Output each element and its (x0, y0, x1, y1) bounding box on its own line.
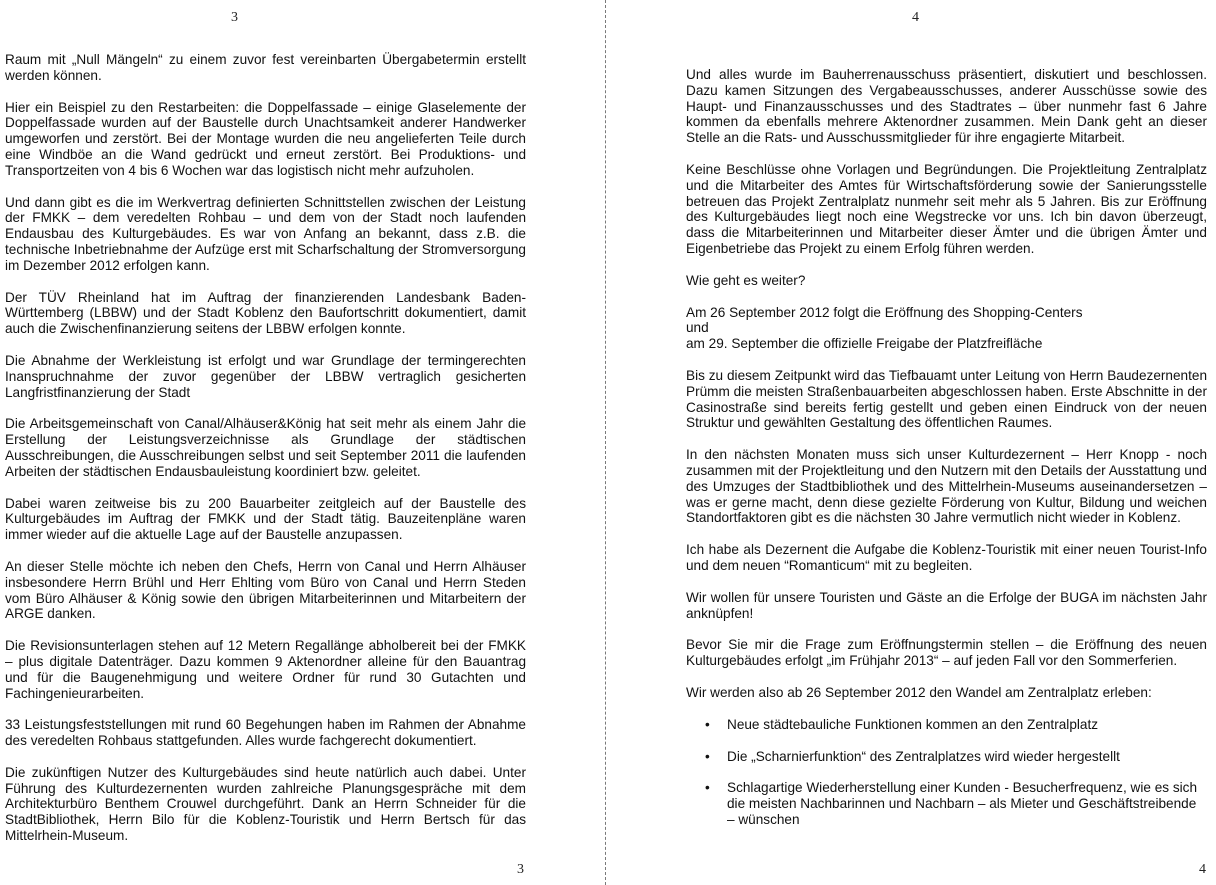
bullet-list (686, 717, 1207, 828)
paragraph: Die Revisionsunterlagen stehen auf 12 Metern Regallänge abholbereit bei der FMKK – plus digitale Datenträger. Dazu kommen 9 Aktenordner alleine für den Bauantrag und für die Baugenehmigung und weitere Ordner für rund 30 Gutachten und Fachingenieurarbeiten. (5, 638, 526, 701)
paragraph: Raum mit „Null Mängeln“ zu einem zuvor fest vereinbarten Übergabetermin erstellt werden können. (5, 52, 526, 83)
paragraph: Die Abnahme der Werkleistung ist erfolgt und war Grundlage der termingerechten Inanspruchnahme der zuvor gegenüber der LBBW vertraglich gesicherten Langfristfinanzierung der Stadt (5, 352, 526, 400)
paragraph: Und dann gibt es die im Werkvertrag definierten Schnittstellen zwischen der Leistung der FMKK – dem veredelten Rohbau – und dem von der Stadt noch laufenden Endausbau des Kulturgebäudes. Es war von Anfang an bekannt, dass z.B. die technische Inbetriebnahme der Aufzüge erst mit Scharfschaltung der Stromversorgung im Dezember 2012 erfolgen kann. (5, 194, 526, 273)
paragraph: Keine Beschlüsse ohne Vorlagen und Begründungen. Die Projektleitung Zentralplatz und die Mitarbeiter des Amtes für Wirtschaftsförderung sowie der Sanierungsstelle betreuen das Projekt Zentralplatz nunmehr seit mehr als 5 Jahren. Bis zur Eröffnung des Kulturgebäudes liegt noch eine Wegstrecke vor uns. Ich bin davon überzeugt, dass die Mitarbeiterinnen und Mitarbeiter dieser Ämter und die übrigen Ämter und Eigenbetriebe das Projekt zu einem Erfolg führen werden. (686, 161, 1207, 256)
page-left (0, 0, 605, 885)
paragraph: In den nächsten Monaten muss sich unser Kulturdezernent – Herr Knopp - noch zusammen mit der Projektleitung und den Nutzern mit den Details der Ausstattung und des Umzuges der Stadtbibliothek und des Mittelrhein-Museums auseinandersetzen – was er gerne macht, denn diese gezielte Förderung von Kultur, Bildung und weichen Standortfaktoren gibt es die nächsten 30 Jahre vermutlich nicht wieder in Koblenz. (686, 447, 1207, 526)
page-number-bottom: 4 (1199, 862, 1206, 877)
paragraph: Die Arbeitsgemeinschaft von Canal/Alhäuser&König hat seit mehr als einem Jahr die Erstellung der Leistungsverzeichnisse als Grundlage der städtischen Ausschreibungen, die Ausschreibungen selbst und seit September 2011 die laufenden Arbeiten der städtischen Endausbauleistung koordiniert bzw. geleitet. (5, 416, 526, 479)
page-body (5, 52, 526, 860)
list-item-text: Die „Scharnierfunktion“ des Zentralplatzes wird wieder hergestellt (727, 748, 1120, 764)
paragraph: Ich habe als Dezernent die Aufgabe die Koblenz-Touristik mit einer neuen Tourist-Info und dem neuen “Romanticum“ mit zu begleiten. (686, 542, 1207, 573)
page-right (607, 0, 1216, 885)
paragraph: und (686, 320, 709, 336)
paragraph: Wir wollen für unsere Touristen und Gäste an die Erfolge der BUGA im nächsten Jahr anknüpfen! (686, 589, 1207, 621)
paragraph: An dieser Stelle möchte ich neben den Chefs, Herrn von Canal und Herrn Alhäuser insbesondere Herrn Brühl und Herr Ehlting vom Büro von Canal und Herrn Steden vom Büro Alhäuser & König sowie den übrigen Mitarbeiterinnen und Mitarbeitern der ARGE danken. (5, 558, 526, 622)
list-item (686, 749, 1207, 765)
bullet-icon: • (705, 780, 710, 796)
paragraph: Die zukünftigen Nutzer des Kulturgebäudes sind heute natürlich auch dabei. Unter Führung des Kulturdezernenten wurden zahlreiche Planungsgespräche mit dem Architekturbüro Benthem Crouwel durchgeführt. Dank an Herrn Schneider für die StadtBibliothek, Herrn Bilo für die Koblenz-Touristik und Herrn Bertsch für das Mittelrhein-Museum. (5, 764, 526, 844)
paragraph: 33 Leistungsfeststellungen mit rund 60 Begehungen haben im Rahmen der Abnahme des veredelten Rohbaus stattgefunden. Alles wurde fachgerecht dokumentiert. (5, 717, 526, 749)
paragraph: Dabei waren zeitweise bis zu 200 Bauarbeiter zeitgleich auf der Baustelle des Kulturgebäudes im Auftrag der FMKK und der Stadt tätig. Bauzeitenpläne waren immer wieder auf die aktuelle Lage auf der Baustelle anzupassen. (5, 495, 526, 543)
paragraph: Wir werden also ab 26 September 2012 den Wandel am Zentralplatz erleben: (686, 684, 1152, 700)
page-number-top: 3 (231, 10, 238, 25)
list-item-text: Schlagartige Wiederherstellung einer Kunden - Besucherfrequenz, wie es sich die meisten Nachbarinnen und Nachbarn – als Mieter und Geschäftstreibende – wünschen (727, 780, 1197, 827)
bullet-icon: • (705, 716, 710, 732)
page-number-top: 4 (912, 10, 919, 25)
page-number-bottom: 3 (517, 862, 524, 877)
paragraph: am 29. September die offizielle Freigabe der Platzfreifläche (686, 336, 1043, 352)
list-item (686, 780, 1207, 827)
bullet-icon: • (705, 748, 710, 764)
page-body (686, 67, 1207, 844)
paragraph: Bis zu diesem Zeitpunkt wird das Tiefbauamt unter Leitung von Herrn Baudezernenten Prümm die meisten Straßenbauarbeiten abgeschlossen haben. Erste Abschnitte in der Casinostraße sind bereits fertig gestellt und geben einen Eindruck von der neuen Struktur und gewählten Gestaltung des öffentlichen Raumes. (686, 367, 1207, 431)
paragraph: Bevor Sie mir die Frage zum Eröffnungstermin stellen – die Eröffnung des neuen Kulturgebäudes erfolgt „im Frühjahr 2013“ – auf jeden Fall vor den Sommerferien. (686, 637, 1207, 669)
paragraph: Der TÜV Rheinland hat im Auftrag der finanzierenden Landesbank Baden-Württemberg (LBBW) und der Stadt Koblenz den Baufortschritt dokumentiert, damit auch die Zwischenfinanzierung seitens der LBBW erfolgen konnte. (5, 289, 526, 337)
section-question: Wie geht es weiter? (686, 272, 806, 288)
list-item (686, 717, 1207, 733)
paragraph: Am 26 September 2012 folgt die Eröffnung des Shopping-Centers (686, 304, 1083, 320)
list-item-text: Neue städtebauliche Funktionen kommen an den Zentralplatz (727, 716, 1099, 732)
paragraph: Hier ein Beispiel zu den Restarbeiten: die Doppelfassade – einige Glaselemente der Doppelfassade wurden auf der Baustelle durch Unachtsamkeit anderer Handwerker umgeworfen und zerstört. Bei der Montage wurden die neu angelieferten Teile durch eine Windböe an die Wand gedrückt und erneut zerstört. Bei Produktions- und Transportzeiten von 4 bis 6 Wochen war das logistisch nicht mehr aufzuholen. (5, 99, 526, 178)
paragraph: Und alles wurde im Bauherrenausschuss präsentiert, diskutiert und beschlossen. Dazu kamen Sitzungen des Vergabeausschusses, anderer Ausschüsse sowie des Haupt- und Finanzausschusses und des Stadtrates – über nunmehr fast 6 Jahre kommen da ebenfalls mehrere Aktenordner zusammen. Mein Dank geht an dieser Stelle an die Rats- und Ausschussmitglieder für ihre engagierte Mitarbeit. (686, 67, 1207, 146)
page-divider (605, 0, 606, 885)
